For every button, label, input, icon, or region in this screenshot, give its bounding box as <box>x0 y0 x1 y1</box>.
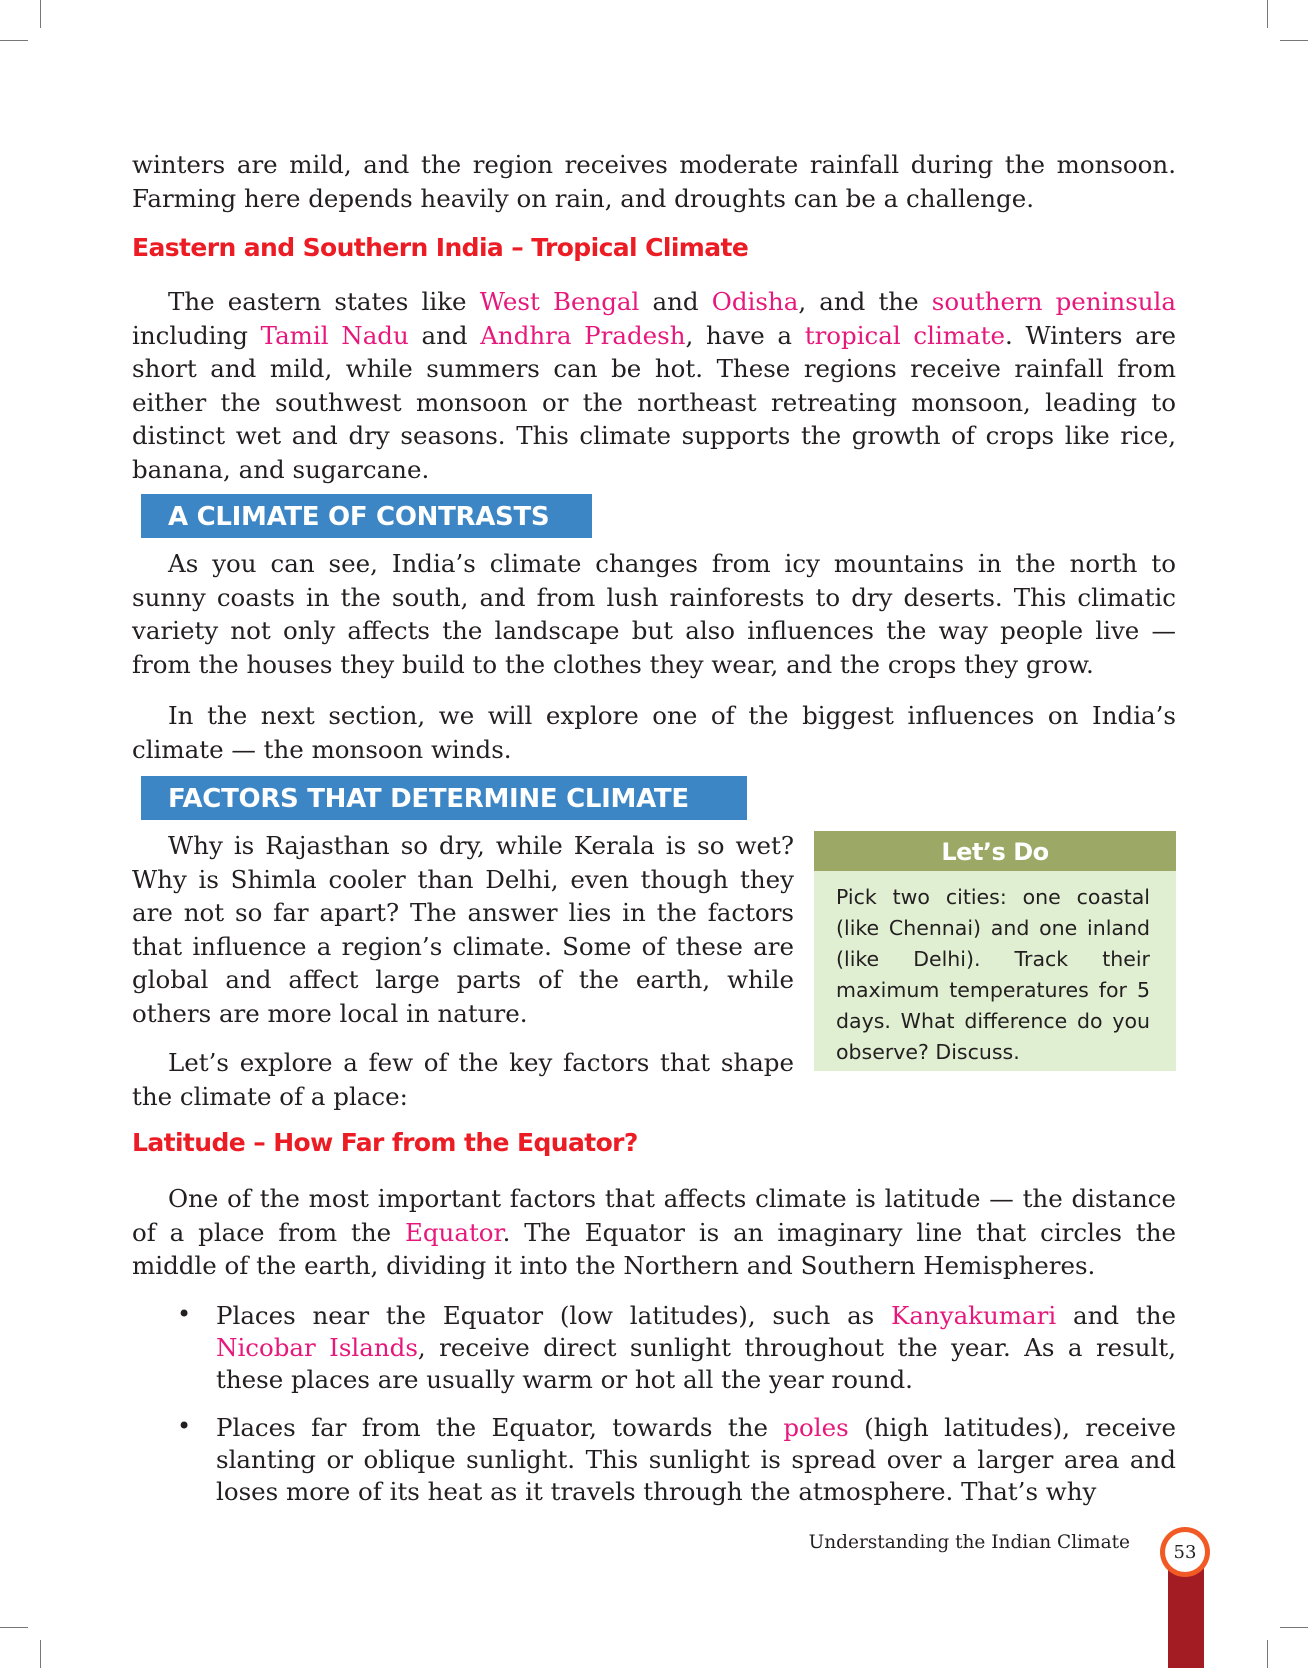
crop-mark <box>40 0 41 28</box>
heading-tropical-climate: Eastern and Southern India – Tropical Climate <box>132 233 749 262</box>
crop-mark <box>0 40 28 41</box>
lets-do-title: Let’s Do <box>814 831 1176 871</box>
page-number-badge <box>1160 1527 1210 1577</box>
term-kanyakumari: Kanyakumari <box>891 1301 1057 1330</box>
text-run: Places far from the Equator, towards the <box>216 1413 784 1442</box>
bullet-text-low-latitudes <box>216 1300 1176 1396</box>
text-run: . Winters are short and mild, while summers can be hot. These regions receive rainfall from either the southwest monsoon or the northeast retreating monsoon, leading to distinct wet and dry seasons. This climate supports the growth of crops like rice, banana, and sugarcane. <box>132 320 1176 484</box>
next-section-paragraph: In the next section, we will explore one of the biggest influences on India’s climate — the monsoon winds. <box>132 701 1176 764</box>
crop-mark <box>1267 1640 1268 1668</box>
page-content <box>132 148 1176 215</box>
banner-climate-of-contrasts: A CLIMATE OF CONTRASTS <box>141 494 592 538</box>
crop-mark <box>1280 1627 1308 1628</box>
bullet-text-high-latitudes <box>216 1412 1176 1508</box>
text-run: The eastern states like <box>168 287 480 316</box>
text-run: Places near the Equator (low latitudes), such as <box>216 1301 892 1330</box>
footer-chapter-title: Understanding the Indian Climate <box>808 1532 1130 1553</box>
crop-mark <box>40 1640 41 1668</box>
text-run: , and the <box>798 287 932 316</box>
text-run: , receive direct sunlight throughout the year. As a result, these places are usually warm or hot all the year round. <box>216 1333 1176 1394</box>
text-run: and <box>639 287 712 316</box>
lets-do-body: Pick two cities: one coastal (like Chennai) and one inland (like Delhi). Track their maximum temperatures for 5 days. What difference do you observe? Discuss. <box>836 885 1150 1064</box>
text-run: (high latitudes), receive slanting or oblique sunlight. This sunlight is spread over a larger area and loses more of its heat as it travels through the atmosphere. That’s why <box>216 1413 1176 1506</box>
section-latitude <box>132 1128 1176 1157</box>
text-run: and <box>408 320 481 350</box>
term-west-bengal: West Bengal <box>479 287 640 316</box>
latitude-block <box>132 1182 1176 1283</box>
latitude-paragraph <box>132 1182 1176 1283</box>
crop-mark <box>0 1627 28 1628</box>
intro-paragraph: winters are mild, and the region receives moderate rainfall during the monsoon. Farming here depends heavily on rain, and droughts can be a challenge. <box>132 150 1176 213</box>
text-run: and the <box>1056 1301 1176 1330</box>
lets-do-box <box>814 831 1176 1071</box>
page-number: 53 <box>1165 1532 1205 1572</box>
text-run: including <box>132 320 261 350</box>
text-run: . The Equator is an imaginary line that circles the middle of the earth, dividing it into the Northern and Southern Hemispheres. <box>132 1217 1176 1280</box>
tropical-paragraph <box>132 285 1176 486</box>
list-item <box>132 1300 1176 1396</box>
crop-mark <box>1280 40 1308 41</box>
section-tropical <box>132 233 1176 262</box>
bullet-icon: • <box>177 1412 192 1440</box>
list-item <box>132 1412 1176 1508</box>
factors-paragraph: Why is Rajasthan so dry, while Kerala is so wet? Why is Shimla cooler than Delhi, even though they are not so far apart? The answer lies in the factors that influence a region’s climate. Some of these are global and affect large parts of the earth, while others are more local in nature. <box>132 831 794 1028</box>
text-run: , have a <box>685 320 805 350</box>
text-run: One of the most important factors that affects climate is latitude — the distance of a place from the <box>132 1184 1176 1247</box>
crop-mark <box>1267 0 1268 28</box>
term-nicobar-islands: Nicobar Islands <box>216 1333 418 1362</box>
factors-block <box>132 829 794 1113</box>
next-section-block <box>132 699 1176 766</box>
bullet-list <box>132 1300 1176 1508</box>
term-equator: Equator <box>404 1217 503 1247</box>
term-andhra-pradesh: Andhra Pradesh <box>480 320 686 350</box>
term-southern-peninsula: southern peninsula <box>931 287 1176 316</box>
heading-latitude: Latitude – How Far from the Equator? <box>132 1128 638 1157</box>
tropical-paragraph-block <box>132 285 1176 486</box>
banner-factors-determine-climate: FACTORS THAT DETERMINE CLIMATE <box>141 776 747 820</box>
contrasts-paragraph: As you can see, India’s climate changes from icy mountains in the north to sunny coasts in the south, and from lush rainforests to dry deserts. This climatic variety not only affects the landscape but also influences the way people live — from the houses they build to the clothes they wear, and the crops they grow. <box>132 549 1176 679</box>
term-tamil-nadu: Tamil Nadu <box>260 320 409 350</box>
term-odisha: Odisha <box>711 287 799 316</box>
contrasts-block <box>132 547 1176 681</box>
term-poles: poles <box>783 1413 849 1442</box>
term-tropical-climate: tropical climate <box>804 320 1005 350</box>
bullet-block <box>132 1300 1176 1508</box>
bullet-icon: • <box>177 1300 192 1328</box>
explore-paragraph: Let’s explore a few of the key factors that shape the climate of a place: <box>132 1048 794 1111</box>
